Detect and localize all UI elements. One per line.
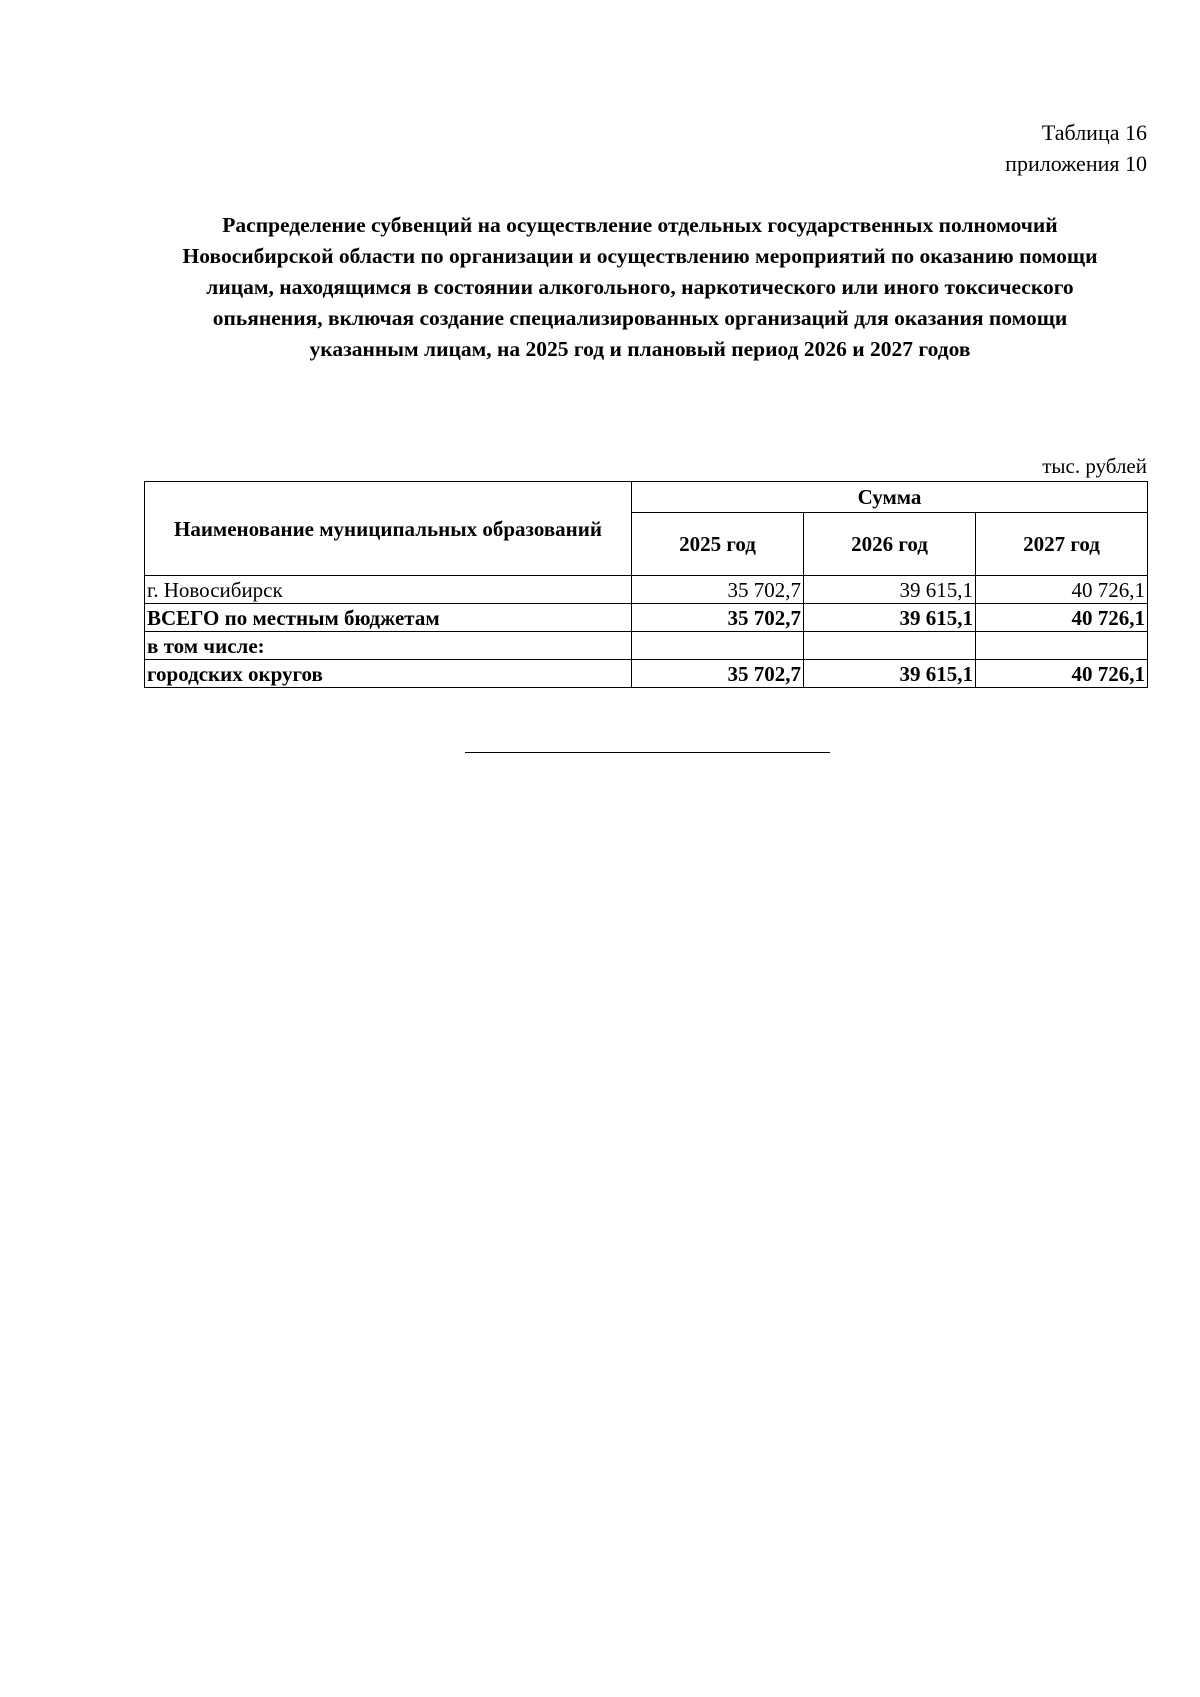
amount-cell <box>632 632 804 660</box>
title-line: лицам, находящимся в состоянии алкогольного, наркотического или иного токсического <box>206 275 1074 299</box>
subtotal-label-cell: в том числе: <box>145 632 632 660</box>
table-header-row <box>145 482 1148 513</box>
closing-divider <box>465 752 830 753</box>
amount-cell <box>804 632 976 660</box>
title-line: Новосибирской области по организации и осуществлению мероприятий по оказанию помощи <box>182 244 1098 268</box>
year-column-header: 2026 год <box>804 513 976 576</box>
category-label-cell: городских округов <box>145 660 632 688</box>
title-line: Распределение субвенций на осуществление отдельных государственных полномочий <box>222 213 1058 237</box>
amount-cell: 35 702,7 <box>632 576 804 604</box>
amount-cell: 40 726,1 <box>976 660 1148 688</box>
amount-cell: 39 615,1 <box>804 604 976 632</box>
title-line: указанным лицам, на 2025 год и плановый период 2026 и 2027 годов <box>309 337 971 361</box>
sum-column-header: Сумма <box>632 482 1148 513</box>
units-label: тыс. рублей <box>1042 454 1147 478</box>
table-row <box>145 632 1148 660</box>
year-column-header: 2025 год <box>632 513 804 576</box>
table-row <box>145 660 1148 688</box>
title-line: опьянения, включая создание специализированных организаций для оказания помощи <box>212 306 1068 330</box>
table-row <box>145 604 1148 632</box>
year-column-header: 2027 год <box>976 513 1148 576</box>
amount-cell: 40 726,1 <box>976 576 1148 604</box>
amount-cell: 39 615,1 <box>804 660 976 688</box>
name-column-header: Наименование муниципальных образований <box>145 482 632 576</box>
distribution-table <box>144 481 1148 688</box>
table-reference <box>1005 117 1147 179</box>
amount-cell: 35 702,7 <box>632 604 804 632</box>
amount-cell: 40 726,1 <box>976 604 1148 632</box>
amount-cell: 39 615,1 <box>804 576 976 604</box>
municipality-name-cell: г. Новосибирск <box>145 576 632 604</box>
table-row <box>145 576 1148 604</box>
appendix-label: приложения 10 <box>1005 151 1147 176</box>
amount-cell: 35 702,7 <box>632 660 804 688</box>
document-title <box>140 210 1140 365</box>
table-number-label: Таблица 16 <box>1041 120 1147 145</box>
total-label-cell: ВСЕГО по местным бюджетам <box>145 604 632 632</box>
amount-cell <box>976 632 1148 660</box>
